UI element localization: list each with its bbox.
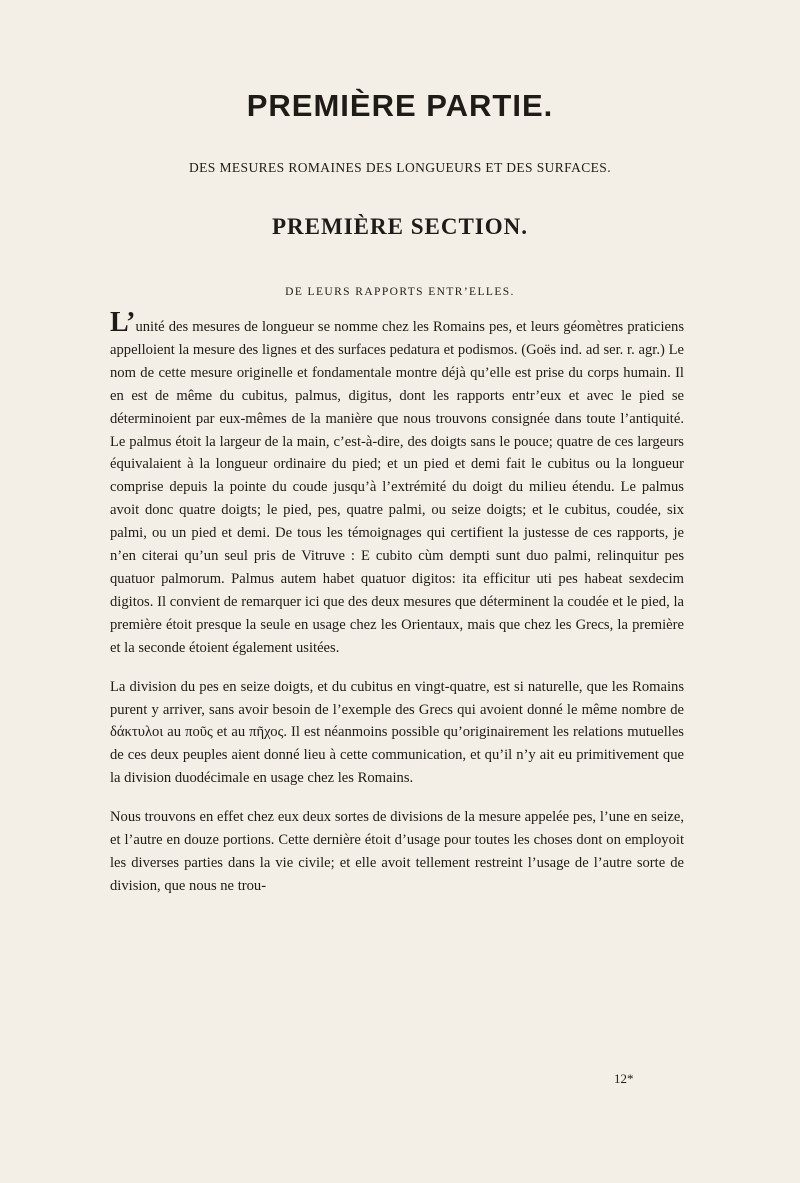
document-subtitle: DES MESURES ROMAINES DES LONGUEURS ET DES SURFACES.: [189, 160, 611, 175]
page-signature: 12*: [614, 1071, 634, 1086]
paragraph-3: Nous trouvons en effet chez eux deux sortes de divisions de la mesure appelée pes, l’une en seize, et l’autre en douze portions. Cette dernière étoit d’usage pour toutes les choses dont on employoit les diverses parties dans la vie civile; et elle avoit tellement restreint l’usage de l’autre sorte de division, que nous ne trou-: [110, 809, 684, 894]
paragraph-1: L’unité des mesures de longueur se nomme chez les Romains pes, et leurs géomètres praticiens appelloient la mesure des lignes et des surfaces pedatura et podismos. (Goës ind. ad ser. r. agr.) Le nom de cette mesure originelle et fondamentale montre déjà qu’elle est prise du corps humain. Il en est de même du cubitus, palmus, digitus, dont les rapports entr’eux et avec le pied se déterminoient par eux-mêmes de la manière que nous trouvons consignée dans toute l’antiquité. Le palmus étoit la largeur de la main, c’est-à-dire, des doigts sans le pouce; quatre de ces largeurs équivalaient à la longueur ordinaire du pied; et un pied et demi fait le cubitus ou la longueur comprise depuis la pointe du coude jusqu’à l’extrémité du doigt du milieu étendu. Le palmus avoit donc quatre doigts; le pied, pes, quatre palmi, ou seize doigts; et le cubitus, coudée, six palmi, ou un pied et demi. De tous les témoignages qui certifient la justesse de ces rapports, je n’en citerai qu’un seul pris de Vitruve : E cubito cùm dempti sunt duo palmi, relinquitur pes quatuor palmorum. Palmus autem habet quatuor digitos: ita efficitur uti pes habeat sexdecim digitos. Il convient de remarquer ici que des deux mesures que déterminent la coudée et le pied, la première étoit presque la seule en usage chez les Orientaux, mais que chez les Grecs, la première et la seconde étoient également usitées.: [110, 307, 684, 656]
part-title: PREMIÈRE PARTIE.: [246, 88, 554, 123]
section-subtitle: DE LEURS RAPPORTS ENTR’ELLES.: [285, 286, 515, 298]
section-title: PREMIÈRE SECTION.: [272, 214, 528, 239]
body-text: [110, 307, 684, 898]
paragraph-2: La division du pes en seize doigts, et du cubitus en vingt-quatre, est si naturelle, que les Romains purent y arriver, sans avoir besoin de l’exemple des Grecs qui avoient donné le même nombre de δάκτυλοι au ποῦς et au πῆχος. Il est néanmoins possible qu’originairement les relations mutuelles de ces deux peuples aient donné lieu à cette communication, et qu’il n’y ait eu primitivement que la division duodécimale en usage chez les Romains.: [110, 678, 684, 787]
